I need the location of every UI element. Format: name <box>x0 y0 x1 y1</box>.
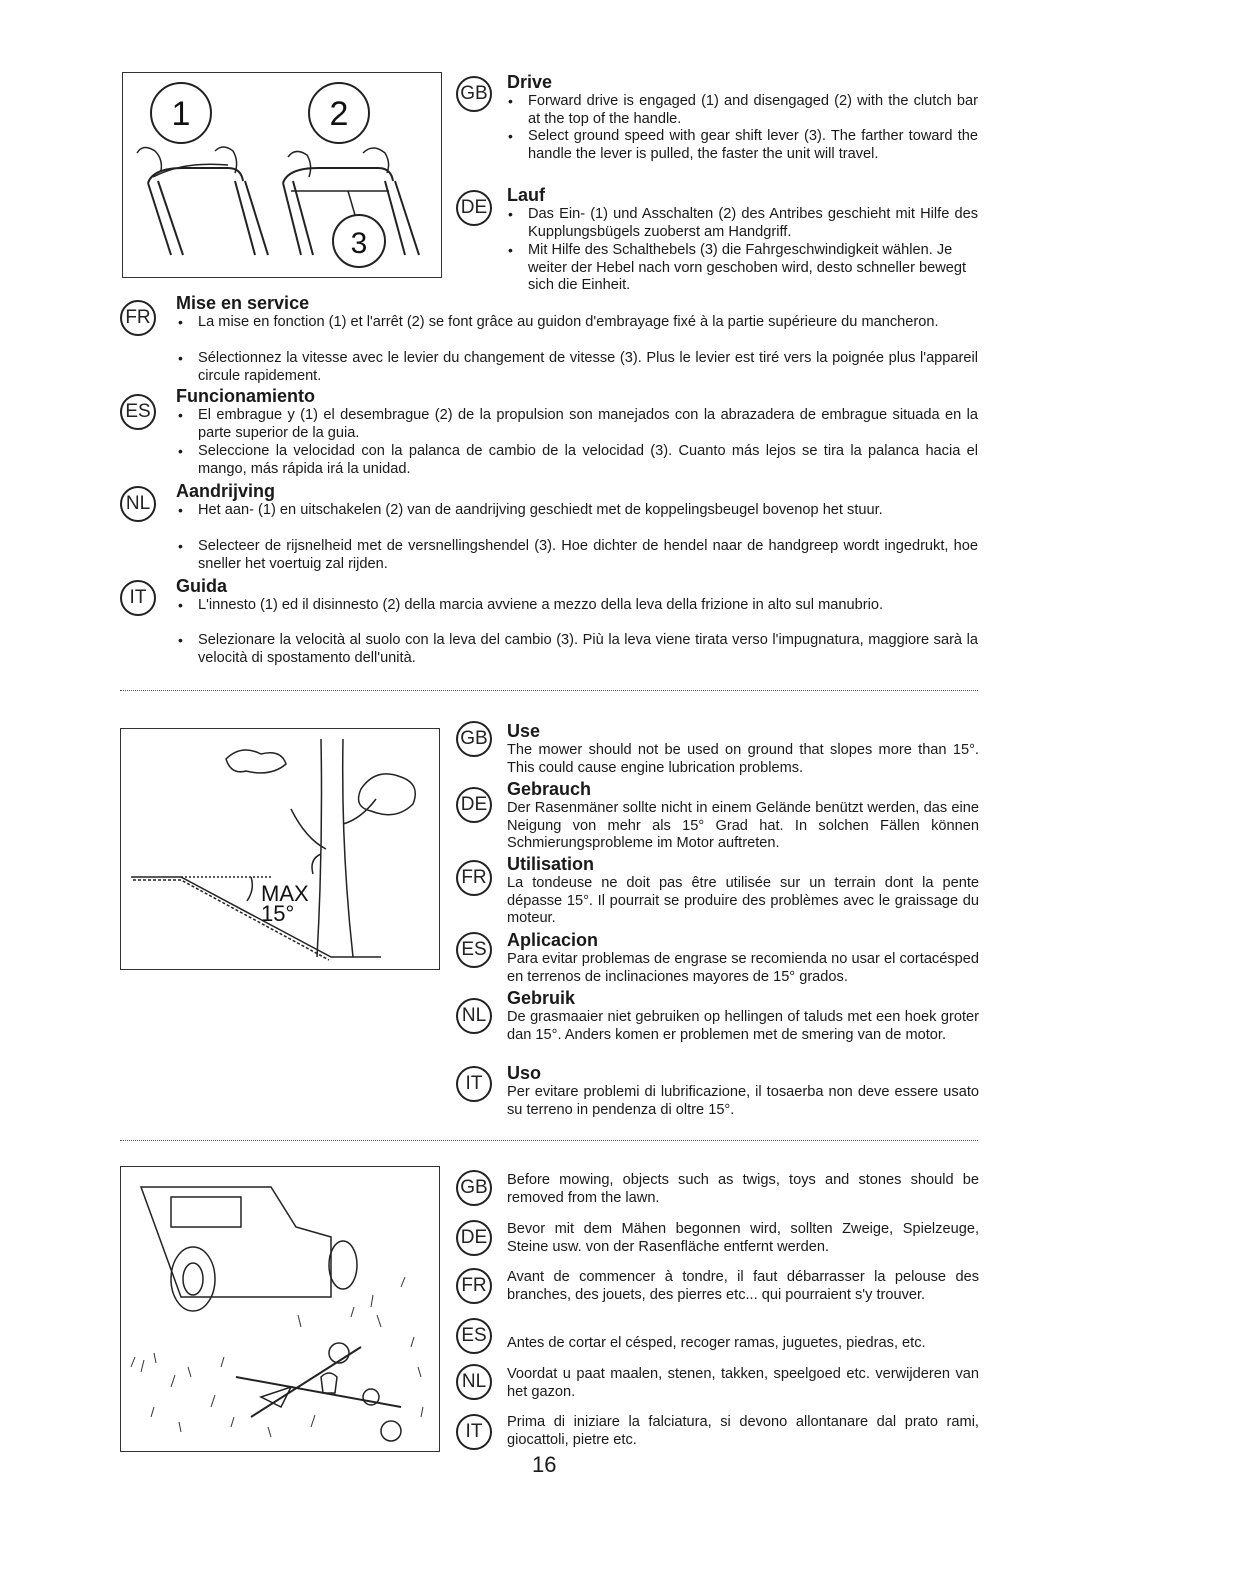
lang-badge-es: ES <box>456 932 492 968</box>
section-text: La tondeuse ne doit pas être utilisée sur un terrain dont la pente dépasse 15°. Il pourrait se produire des problèmes avec le graissage du moteur. <box>507 875 979 926</box>
section-text: Para evitar problemas de engrase se recomienda no usar el cortacésped en terrenos de inclinaciones mayores de 15° grados. <box>507 951 979 985</box>
section-title: Aplicacion <box>507 930 599 950</box>
slope-figure <box>120 728 440 970</box>
lang-badge-nl: NL <box>456 1364 492 1400</box>
list-item: • Select ground speed with gear shift lever (3). The farther toward the handle the lever is pulled, the faster the unit will travel. <box>508 128 978 162</box>
section-title: Mise en service <box>176 293 310 313</box>
lang-badge-gb: GB <box>456 76 492 112</box>
section-title: Use <box>507 721 541 741</box>
section-text: The mower should not be used on ground that slopes more than 15°. This could cause engine lubrication problems. <box>507 742 979 776</box>
list-item: • Selezionare la velocità al suolo con la leva del cambio (3). Più la leva viene tirata verso l'impugnatura, maggiore sarà la velocità di spostamento dell'unità. <box>178 632 978 666</box>
lang-badge-es: ES <box>456 1318 492 1354</box>
section-text: Avant de commencer à tondre, il faut débarrasser la pelouse des branches, des jouets, des pierres etc... qui pourraient s'y trouver. <box>507 1269 979 1303</box>
drive-figure <box>122 72 442 278</box>
section-title: Utilisation <box>507 854 595 874</box>
callout-2: 2 <box>329 95 349 133</box>
section-text: Der Rasenmäner sollte nicht in einem Gelände benützt werden, das eine Neigung von mehr als 15° Grad hat. In solchen Fällen können Schmierungsprobleme im Motor auftreten. <box>507 800 979 851</box>
list-item: • Seleccione la velocidad con la palanca de cambio de la velocidad (3). Cuanto más lejos se tira la palanca hacia el mango, más rápida irá la unidad. <box>178 443 978 477</box>
page-number: 16 <box>532 1452 557 1477</box>
section-text: Voordat u paat maalen, stenen, takken, speelgoed etc. verwijderen van het gazon. <box>507 1366 979 1400</box>
section-title: Funcionamiento <box>176 386 315 406</box>
lang-badge-fr: FR <box>456 860 492 896</box>
section-title: Drive <box>507 72 553 92</box>
section-text: Bevor mit dem Mähen begonnen wird, sollten Zweige, Spielzeuge, Steine usw. von der Rasenfläche entfernt werden. <box>507 1221 979 1255</box>
section-title: Lauf <box>507 185 545 205</box>
lawn-debris-figure <box>120 1166 440 1452</box>
lang-badge-de: DE <box>456 190 492 226</box>
lang-badge-de: DE <box>456 787 492 823</box>
list-item: • Sélectionnez la vitesse avec le levier du changement de vitesse (3). Plus le levier est tiré vers la poignée plus l'appareil circule rapidement. <box>178 350 978 384</box>
lang-badge-gb: GB <box>456 721 492 757</box>
section-text: De grasmaaier niet gebruiken op hellingen of taluds met een hoek groter dan 15°. Anders komen er problemen met de smering van de motor. <box>507 1009 979 1043</box>
mower-lawn-illustration <box>121 1167 439 1451</box>
handle-clutch-illustration <box>123 73 441 277</box>
list-item: • Forward drive is engaged (1) and disengaged (2) with the clutch bar at the top of the handle. <box>508 93 978 127</box>
section-title: Aandrijving <box>176 481 276 501</box>
lang-badge-it: IT <box>456 1066 492 1102</box>
lang-badge-gb: GB <box>456 1170 492 1206</box>
section-title: Gebrauch <box>507 779 592 799</box>
section-title: Gebruik <box>507 988 576 1008</box>
list-item: • Das Ein- (1) und Asschalten (2) des Antribes geschieht mit Hilfe des Kupplungsbügels zuoberst am Handgriff. <box>508 206 978 240</box>
section-text: Antes de cortar el césped, recoger ramas, juguetes, piedras, etc. <box>507 1335 926 1351</box>
callout-1: 1 <box>171 95 191 133</box>
list-item: • L'innesto (1) ed il disinnesto (2) della marcia avviene a mezzo della leva della frizione in alto sul manubrio. <box>178 597 883 613</box>
section-divider <box>120 1140 978 1141</box>
section-title: Uso <box>507 1063 542 1083</box>
lang-badge-it: IT <box>456 1414 492 1450</box>
lang-badge-fr: FR <box>456 1268 492 1304</box>
section-text: Before mowing, objects such as twigs, toys and stones should be removed from the lawn. <box>507 1172 979 1206</box>
callout-3: 3 <box>350 227 368 260</box>
list-item: • Mit Hilfe des Schalthebels (3) die Fahrgeschwindigkeit wählen. Je weiter der Hebel nach vorn geschoben wird, desto schneller bewegt sich die Einheit. <box>508 242 967 293</box>
list-item: • La mise en fonction (1) et l'arrêt (2) se font grâce au guidon d'embrayage fixé à la partie supérieure du mancheron. <box>178 314 939 330</box>
lang-badge-nl: NL <box>120 486 156 522</box>
section-text: Prima di iniziare la falciatura, si devono allontanare dal prato rami, giocattoli, pietre etc. <box>507 1414 979 1448</box>
slope-label-max: MAX <box>261 881 309 906</box>
lang-badge-es: ES <box>120 394 156 430</box>
section-text: Per evitare problemi di lubrificazione, il tosaerba non deve essere usato su terreno in pendenza di oltre 15°. <box>507 1084 979 1118</box>
slope-label-angle: 15° <box>261 901 295 926</box>
section-divider <box>120 690 978 691</box>
lang-badge-it: IT <box>120 580 156 616</box>
lang-badge-nl: NL <box>456 998 492 1034</box>
section-title: Guida <box>176 576 228 596</box>
lang-badge-de: DE <box>456 1220 492 1256</box>
lang-badge-fr: FR <box>120 300 156 336</box>
list-item: • Het aan- (1) en uitschakelen (2) van de aandrijving geschiedt met de koppelingsbeugel bovenop het stuur. <box>178 502 883 518</box>
slope-illustration <box>121 729 439 969</box>
list-item: • El embrague y (1) el desembrague (2) de la propulsion son manejados con la abrazadera de embrague situada en la parte superior de la guia. <box>178 407 978 441</box>
list-item: • Selecteer de rijsnelheid met de versnellingshendel (3). Hoe dichter de hendel naar de handgreep wordt ingedrukt, hoe sneller het voertuig zal rijden. <box>178 538 978 572</box>
